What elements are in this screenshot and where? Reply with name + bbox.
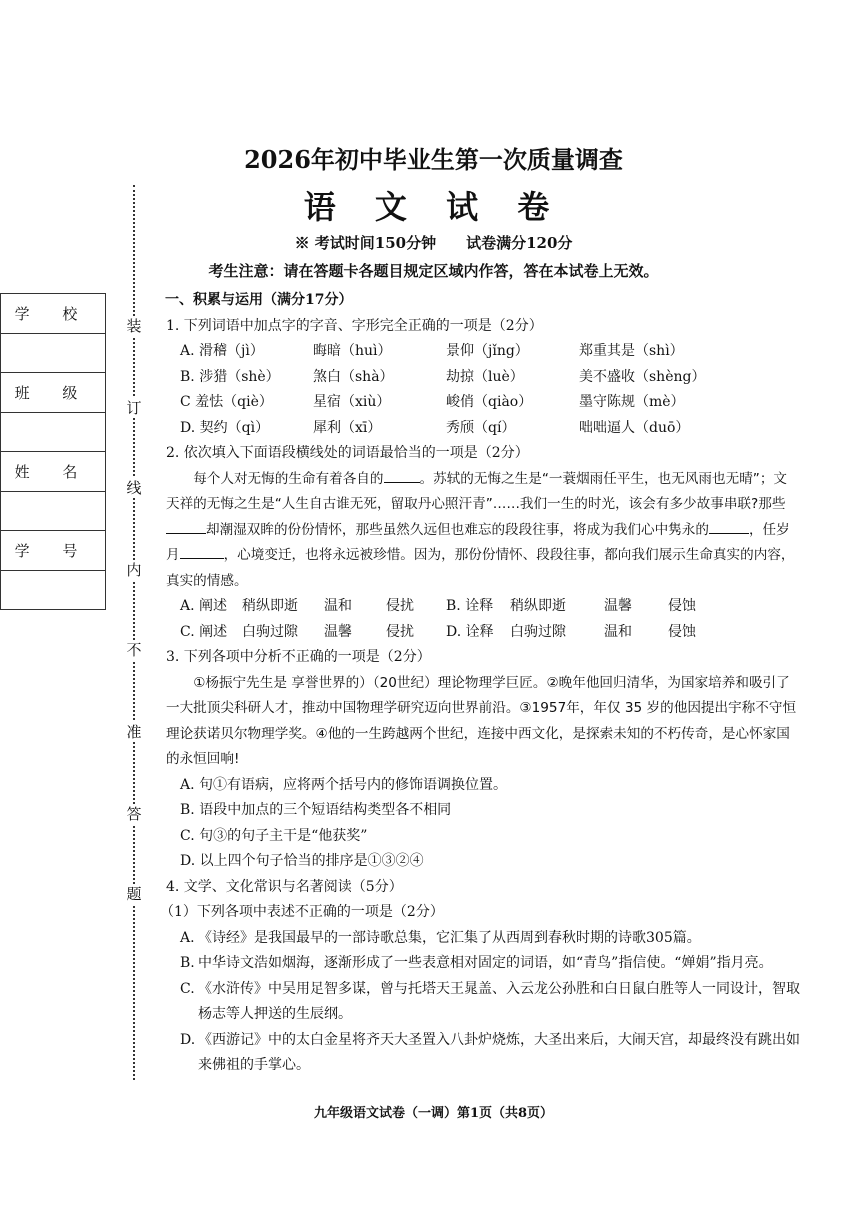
option-word: B. 涉猎（shè） (180, 368, 280, 385)
student-info-table (0, 293, 106, 610)
class-field[interactable] (1, 412, 106, 452)
option-word: 白驹过隙 (242, 623, 298, 640)
option-word: 秀颀（qí） (446, 419, 516, 436)
option-word: 晦暗（huì） (313, 343, 392, 359)
main-content (160, 288, 800, 1079)
option-word: 侵蚀 (668, 623, 696, 640)
option-word: A. 阐述 (180, 598, 228, 614)
seal-char: 答 (124, 804, 144, 824)
seal-char: 题 (124, 884, 144, 904)
option-word: 温馨 (604, 598, 632, 614)
name-label: 姓 名 (1, 452, 106, 492)
option-word: 侵扰 (386, 598, 414, 614)
question-stem: 3. 下列各项中分析不正确的一项是（2分） (166, 649, 431, 665)
passage-text: 每个人对无悔的生命有着各自的 (193, 470, 384, 487)
q3-option: D. 以上四个句子恰当的排序是①③②④ (180, 853, 424, 869)
seal-char: 线 (124, 478, 144, 498)
option-text: 中华诗文浩如烟海，逐渐形成了一些表意相对固定的词语，如“青鸟”指信使。“婵娟”指月亮。 (198, 955, 773, 971)
q3-option: A. 句①有语病，应将两个括号内的修饰语调换位置。 (180, 776, 508, 793)
option-word: 郑重其是（shì） (579, 343, 684, 359)
q2-option-row (180, 594, 800, 620)
option-word: 侵蚀 (668, 598, 696, 614)
q2-option-row (180, 620, 800, 646)
option-letter: B. (180, 955, 195, 971)
q3-passage: ①杨振宁先生是 享誉世界的）（20世纪）理论物理学巨匠。②晚年他回归清华，为国家培养和吸引了一大批顶尖科研人才，推动中国物理学研究迈向世界前沿。③1957年，年仅 35 岁的他因提出宇称不守恒理论获诺贝尔物理学奖。④他的一生跨越两个世纪，连接中西文化，是探索未知的不朽传奇，是心怀家国的永恒回响! (166, 674, 797, 767)
paper-title: 2026年初中毕业生第一次质量调查 (244, 145, 623, 174)
option-word: 白驹过隙 (510, 623, 566, 640)
passage-text: ，心境变迁，也将永远被珍惜。因为，那份份情怀、段段往事，都向我们展示生命真实的内容，真实的情感。 (166, 547, 795, 589)
option-word: D. 诠释 (446, 623, 494, 640)
exam-info: ※ 考试时间150分钟 试卷满分120分 (294, 234, 573, 252)
seal-char: 不 (124, 640, 144, 660)
option-word: C. 阐述 (180, 623, 228, 640)
option-word: 温馨 (324, 623, 352, 640)
student-id-label: 学 号 (1, 531, 106, 571)
option-word: 墨守陈规（mè） (579, 394, 685, 410)
q1-option-row (180, 390, 800, 416)
option-word: D. 契约（qì） (180, 419, 270, 436)
q4-option (180, 926, 800, 952)
exam-notice: 考生注意：请在答题卡各题目规定区域内作答，答在本试卷上无效。 (208, 262, 659, 280)
seal-char: 订 (124, 398, 144, 418)
blank-4[interactable] (180, 544, 224, 559)
sub-question-stem: （1）下列各项中表述不正确的一项是（2分） (160, 904, 444, 920)
seal-char: 准 (124, 722, 144, 742)
option-word: 咄咄逼人（duō） (579, 419, 690, 436)
q1-option-row (180, 416, 800, 442)
seal-char: 装 (124, 316, 144, 336)
option-word: 景仰（jǐng） (446, 343, 529, 359)
question-stem: 1. 下列词语中加点字的字音、字形完全正确的一项是（2分） (166, 317, 543, 334)
option-word: 温和 (324, 598, 352, 614)
question-stem: 2. 依次填入下面语段横线处的词语最恰当的一项是（2分） (166, 445, 529, 461)
option-word: 稍纵即逝 (242, 598, 298, 614)
q2-passage (166, 467, 800, 595)
option-text: 《西游记》中的太白金星将齐天大圣置入八卦炉烧炼，大圣出来后，大闹天宫，却最终没有跳出如来佛祖的手掌心。 (198, 1031, 800, 1073)
seal-char: 内 (124, 560, 144, 580)
student-id-field[interactable] (1, 570, 106, 610)
option-letter: C. (180, 980, 195, 997)
school-label: 学 校 (1, 294, 106, 334)
q4-option (180, 1028, 800, 1079)
option-word: A. 滑稽（jì） (180, 343, 264, 359)
school-field[interactable] (1, 333, 106, 373)
blank-3[interactable] (709, 519, 749, 534)
option-word: 侵扰 (386, 623, 414, 640)
option-word: 犀利（xī） (313, 419, 382, 436)
option-word: 美不盛收（shèng） (579, 368, 706, 385)
paper-subtitle: 语 文 试 卷 (303, 188, 564, 226)
q1-option-row (180, 365, 800, 391)
q3-option: C. 句③的句子主干是“他获奖” (180, 827, 368, 844)
blank-2[interactable] (166, 519, 206, 534)
option-word: 温和 (604, 623, 632, 640)
option-word: B. 诠释 (446, 598, 494, 614)
option-letter: A. (180, 929, 195, 946)
option-word: 稍纵即逝 (510, 598, 566, 614)
q4-option (180, 977, 800, 1028)
passage-text: ，任岁月 (166, 521, 790, 563)
q1-option-row (180, 339, 800, 365)
option-word: C 羞怯（qiè） (180, 394, 273, 410)
option-word: 峻俏（qiào） (446, 394, 533, 410)
option-letter: D. (180, 1031, 196, 1048)
option-word: 煞白（shà） (313, 368, 394, 385)
section-title: 一、积累与运用（满分17分） (165, 292, 353, 308)
blank-1[interactable] (384, 468, 420, 483)
passage-text: 却潮湿双眸的份份情怀，那些虽然久远但也难忘的段段往事，将成为我们心中隽永的 (206, 521, 709, 538)
option-text: 《水浒传》中吴用足智多谋，曾与托塔天王晁盖、入云龙公孙胜和白日鼠白胜等人一同设计，智取杨志等人押送的生辰纲。 (198, 980, 800, 1022)
q3-option: B. 语段中加点的三个短语结构类型各不相同 (180, 802, 452, 818)
q4-option (180, 951, 800, 977)
option-text: 《诗经》是我国最早的一部诗歌总集，它汇集了从西周到春秋时期的诗歌305篇。 (198, 929, 701, 946)
page-footer: 九年级语文试卷（一调）第1页（共8页） (313, 1106, 554, 1121)
option-word: 劫掠（luè） (446, 368, 524, 385)
name-field[interactable] (1, 491, 106, 531)
passage-text: 。苏轼的无悔之生是“一蓑烟雨任平生，也无风雨也无晴”；文天祥的无悔之生是“人生自古谁无死，留取丹心照汗青”……我们一生的时光，该会有多少故事串联?那些 (166, 470, 788, 512)
option-word: 星宿（xiù） (313, 394, 391, 410)
class-label: 班 级 (1, 373, 106, 413)
question-stem: 4. 文学、文化常识与名著阅读（5分） (166, 878, 403, 895)
